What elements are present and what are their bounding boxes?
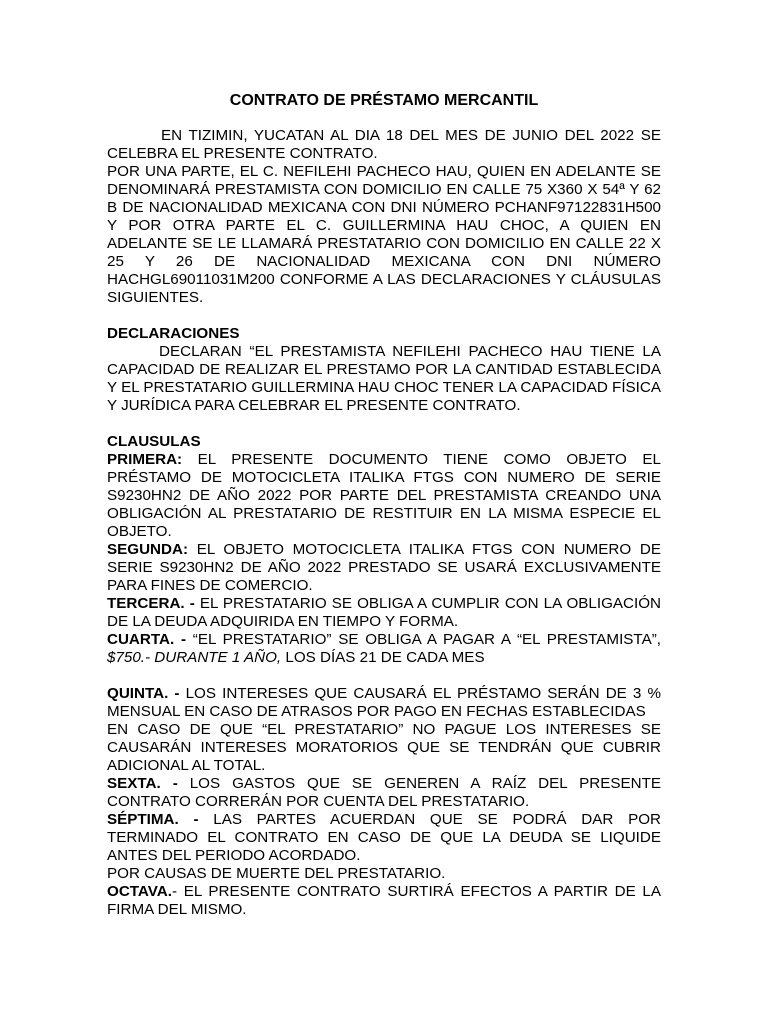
clause-septima <box>107 811 661 865</box>
clause-label: PRIMERA: <box>107 451 183 468</box>
declaraciones-heading: DECLARACIONES <box>107 325 240 342</box>
clause-text: EL PRESTATARIO SE OBLIGA A CUMPLIR CON LA OBLIGACIÓN DE LA DEUDA ADQUIRIDA EN TIEMPO Y FORMA. <box>107 595 661 630</box>
clause-primera <box>107 451 661 541</box>
clausulas-heading: CLAUSULAS <box>107 433 201 450</box>
clause-text: “EL PRESTATARIO” SE OBLIGA A PAGAR A “EL PRESTAMISTA”, <box>186 631 661 648</box>
clause-text: LOS INTERESES QUE CAUSARÁ EL PRÉSTAMO SERÁN DE 3 % MENSUAL EN CASO DE ATRASOS POR PAGO EN FECHAS ESTABLECIDAS <box>107 685 661 720</box>
clause-label: OCTAVA. <box>107 883 172 900</box>
clause-sexta <box>107 775 661 811</box>
intro-paragraph-parties: POR UNA PARTE, EL C. NEFILEHI PACHECO HAU, QUIEN EN ADELANTE SE DENOMINARÁ PRESTAMISTA CON DOMICILIO EN CALLE 75 X360 X 54ª Y 62 B DE NACIONALIDAD MEXICANA CON DNI NÚMERO PCHANF97122831H500 Y POR OTRA PARTE EL C. GUILLERMINA HAU CHOC, A QUIEN EN ADELANTE SE LE LLAMARÁ PRESTATARIO CON DOMICILIO EN CALLE 22 X 25 Y 26 DE NACIONALIDAD MEXICANA CON DNI NÚMERO HACHGL69011031M200 CONFORME A LAS DECLARACIONES Y CLÁUSULAS SIGUIENTES. <box>107 163 661 306</box>
clause-text: LAS PARTES ACUERDAN QUE SE PODRÁ DAR POR TERMINADO EL CONTRATO EN CASO DE QUE LA DEUDA SE LIQUIDE ANTES DEL PERIODO ACORDADO. <box>107 811 661 864</box>
clause-label: SEXTA. - <box>107 775 178 792</box>
clause-quinta <box>107 685 661 721</box>
clause-tail: LOS DÍAS 21 DE CADA MES <box>281 649 485 666</box>
clause-text: - EL PRESENTE CONTRATO SURTIRÁ EFECTOS A PARTIR DE LA FIRMA DEL MISMO. <box>107 883 661 918</box>
clause-text: EL OBJETO MOTOCICLETA ITALIKA FTGS CON NUMERO DE SERIE S9230HN2 DE AÑO 2022 PRESTADO SE USARÁ EXCLUSIVAMENTE PARA FINES DE COMERCIO. <box>107 541 661 594</box>
clause-cuarta <box>107 631 661 667</box>
clause-text: LOS GASTOS QUE SE GENEREN A RAÍZ DEL PRESENTE CONTRATO CORRERÁN POR CUENTA DEL PRESTATARIO. <box>107 775 661 810</box>
clause-label: TERCERA. - <box>107 595 195 612</box>
clause-segunda <box>107 541 661 595</box>
clause-label: CUARTA. - <box>107 631 187 648</box>
clause-quinta-extra: EN CASO DE QUE “EL PRESTATARIO” NO PAGUE LOS INTERESES SE CAUSARÁN INTERESES MORATORIOS QUE SE TENDRÁN QUE CUBRIR ADICIONAL AL TOTAL. <box>107 721 661 774</box>
clause-octava <box>107 883 661 919</box>
clause-label: SEGUNDA: <box>107 541 189 558</box>
intro-paragraph-date: EN TIZIMIN, YUCATAN AL DIA 18 DEL MES DE JUNIO DEL 2022 SE CELEBRA EL PRESENTE CONTRATO. <box>107 127 661 162</box>
clause-tercera <box>107 595 661 631</box>
clause-text: EL PRESENTE DOCUMENTO TIENE COMO OBJETO EL PRÉSTAMO DE MOTOCICLETA ITALIKA FTGS CON NUMERO DE SERIE S9230HN2 DE AÑO 2022 POR PARTE DEL PRESTAMISTA CREANDO UNA OBLIGACIÓN AL PRESTATARIO DE RESTITUIR EN LA MISMA ESPECIE EL OBJETO. <box>107 451 661 540</box>
document-page <box>107 91 661 919</box>
clause-label: SÉPTIMA. - <box>107 811 199 828</box>
clause-septima-extra: POR CAUSAS DE MUERTE DEL PRESTATARIO. <box>107 865 446 882</box>
clause-amount: $750.- DURANTE 1 AÑO, <box>107 649 282 666</box>
document-title: CONTRATO DE PRÉSTAMO MERCANTIL <box>229 92 539 109</box>
declaraciones-text: DECLARAN “EL PRESTAMISTA NEFILEHI PACHECO HAU TIENE LA CAPACIDAD DE REALIZAR EL PRESTAMO POR LA CANTIDAD ESTABLECIDA Y EL PRESTATARIO GUILLERMINA HAU CHOC TENER LA CAPACIDAD FÍSICA Y JURÍDICA PARA CELEBRAR EL PRESENTE CONTRATO. <box>107 343 661 414</box>
clause-label: QUINTA. - <box>107 685 180 702</box>
